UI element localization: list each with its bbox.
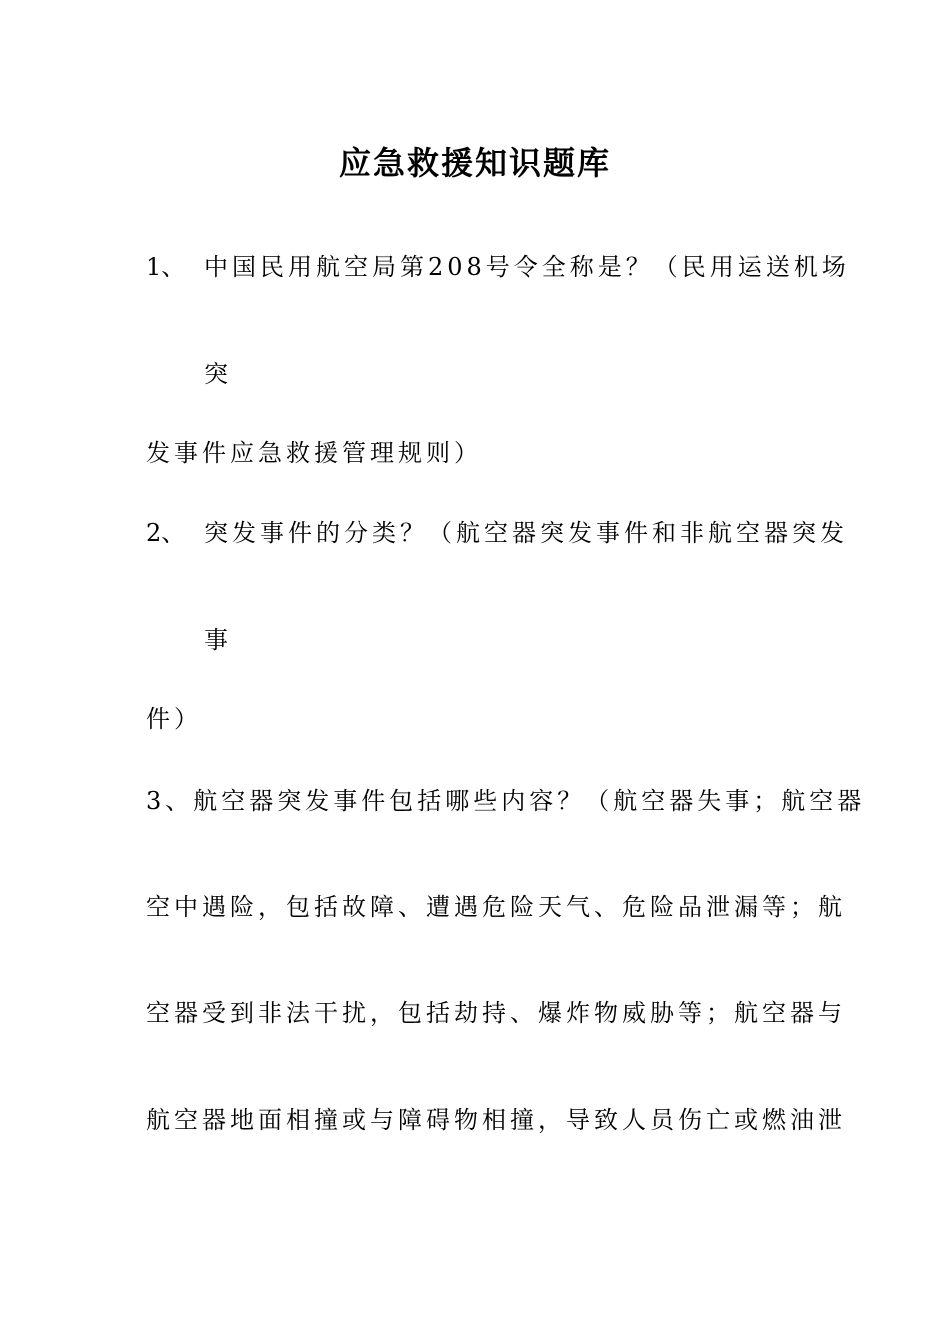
question-2-line-3: 件） [146,705,202,733]
question-1-line-3: 发事件应急救援管理规则） [146,439,482,467]
question-2-line-1: 突发事件的分类？（航空器突发事件和非航空器突发 [204,519,848,547]
question-3-line-1: 3、航空器突发事件包括哪些内容？（航空器失事；航空器 [146,787,866,815]
question-3-line-3: 空器受到非法干扰，包括劫持、爆炸物威胁等；航空器与 [146,999,846,1027]
question-3-line-2: 空中遇险，包括故障、遭遇危险天气、危险品泄漏等；航 [146,893,846,921]
question-3-line-4: 航空器地面相撞或与障碍物相撞，导致人员伤亡或燃油泄 [146,1106,846,1134]
question-1-line-1: 中国民用航空局第208号令全称是？（民用运送机场 [204,253,850,281]
question-2-number: 2、 [146,519,186,547]
document-title: 应急救援知识题库 [338,144,611,182]
question-2-line-2: 事 [204,626,232,654]
question-1-line-2: 突 [204,360,232,388]
question-1-number: 1、 [146,253,186,281]
